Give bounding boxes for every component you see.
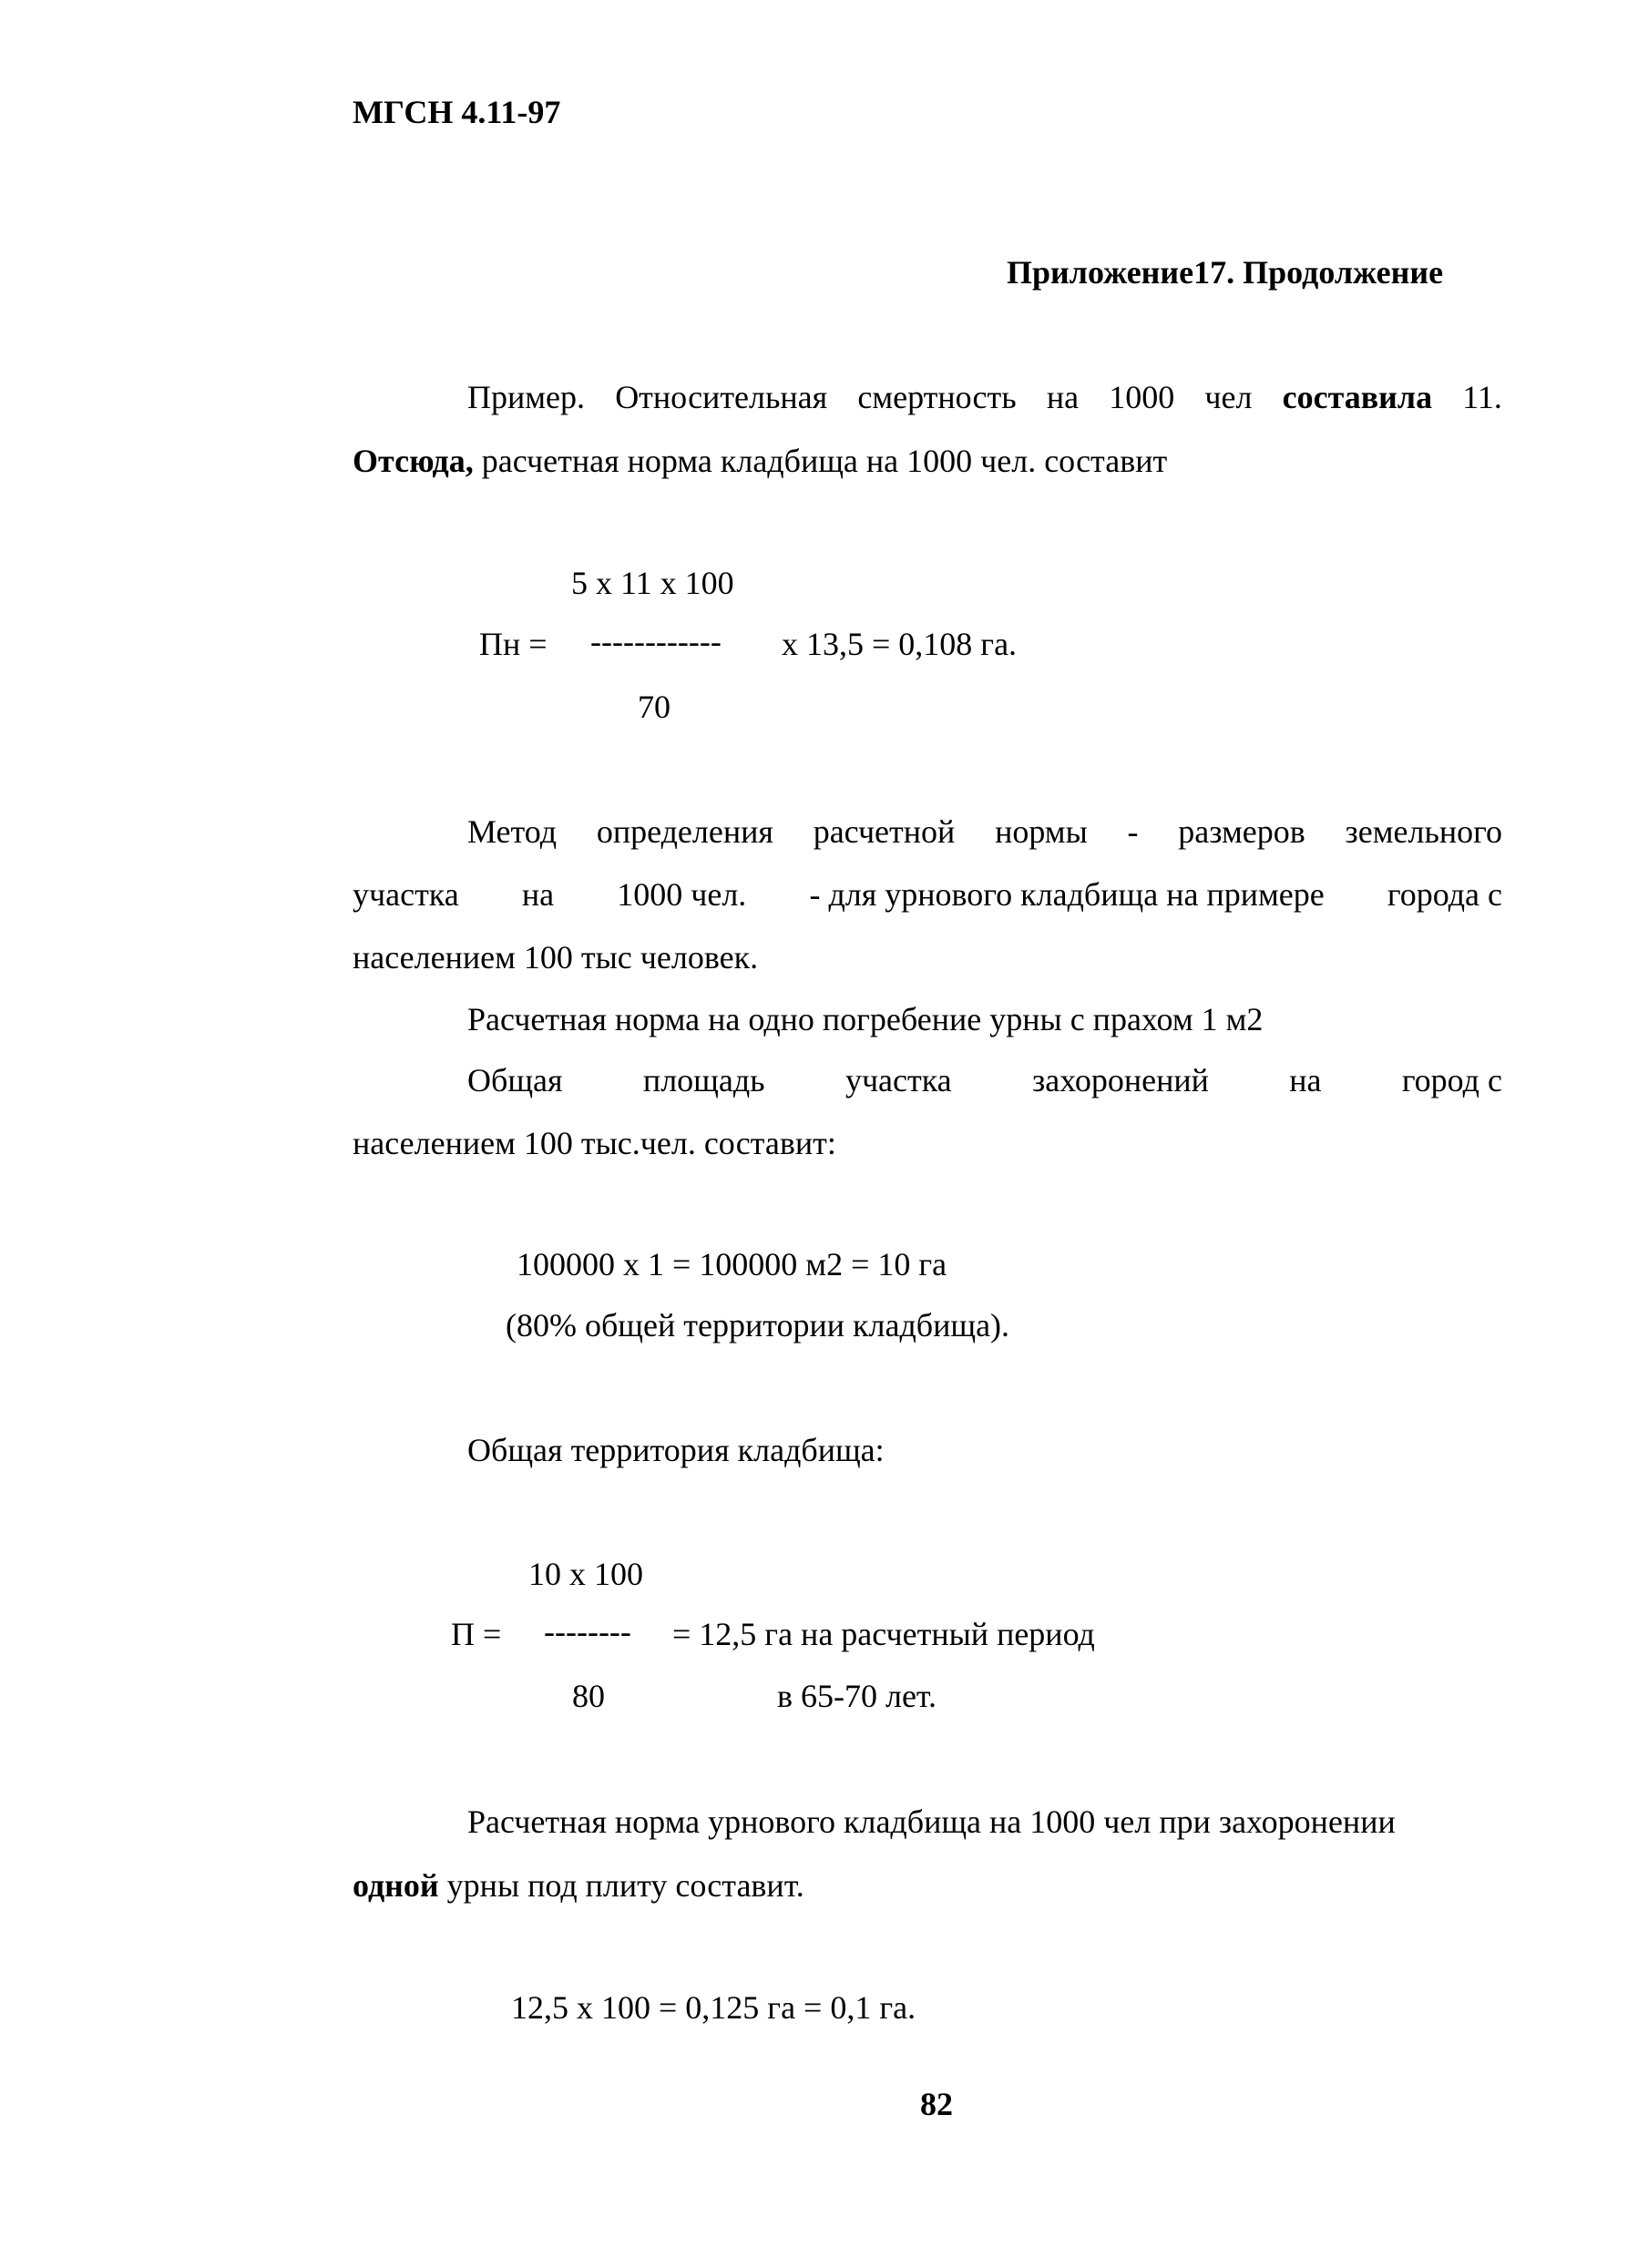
- territory-heading: Общая территория кладбища:: [467, 1432, 885, 1468]
- word: Общая: [467, 1062, 563, 1098]
- word: чел: [1204, 379, 1253, 415]
- word: составила: [1282, 379, 1433, 415]
- method-line-2: [353, 878, 1502, 911]
- text: урны под плиту составит.: [446, 1867, 804, 1904]
- formula-1-rhs: x 13,5 = 0,108 га.: [782, 626, 1018, 662]
- urn-norm-calculation: 12,5 x 100 = 0,125 га = 0,1 га.: [511, 1989, 916, 2026]
- word: нормы: [995, 813, 1088, 850]
- word: 1000 чел.: [617, 876, 747, 913]
- formula-1-bar: ------------: [590, 623, 722, 659]
- word: город с: [1401, 1062, 1502, 1098]
- word: земельного: [1345, 813, 1502, 850]
- word: участка: [353, 876, 459, 913]
- document-code: МГСН 4.11-97: [353, 94, 561, 130]
- word: 1000: [1109, 379, 1175, 415]
- word: на: [1289, 1062, 1322, 1098]
- word: Относительная: [615, 379, 828, 415]
- word: размеров: [1178, 813, 1305, 850]
- word: -: [1127, 813, 1139, 850]
- formula-2-numerator: 10 x 100: [528, 1556, 643, 1592]
- formula-2-rhs: = 12,5 га на расчетный период: [672, 1616, 1095, 1652]
- page-number: 82: [920, 2086, 953, 2122]
- example-line-1: [467, 381, 1502, 414]
- urn-norm-line-1: Расчетная норма урнового кладбища на 1000 чел при захоронении: [467, 1803, 1396, 1840]
- formula-2-period: в 65-70 лет.: [777, 1678, 937, 1714]
- word: смертность: [857, 379, 1017, 415]
- formula-2-denominator: 80: [572, 1678, 605, 1714]
- word: на: [1046, 379, 1080, 415]
- formula-1-denominator: 70: [638, 689, 670, 725]
- text: расчетная норма кладбища на 1000 чел. составит: [481, 443, 1168, 479]
- bold-word: Отсюда,: [353, 443, 474, 479]
- word: Пример.: [467, 379, 586, 415]
- total-area-line-2: населением 100 тыс.чел. составит:: [353, 1125, 836, 1161]
- word: Метод: [467, 813, 558, 850]
- word: участка: [844, 1062, 952, 1098]
- word: 11.: [1462, 379, 1502, 415]
- area-calculation: 100000 x 1 = 100000 м2 = 10 га: [517, 1246, 947, 1282]
- method-line-1: [467, 815, 1502, 848]
- formula-2-lhs: П =: [451, 1616, 502, 1652]
- formula-2-bar: --------: [544, 1613, 631, 1650]
- word: захоронений: [1032, 1062, 1209, 1098]
- word: площадь: [642, 1062, 765, 1098]
- word: города с: [1387, 876, 1502, 913]
- bold-word: одной: [353, 1867, 439, 1904]
- urn-norm-line-2: [353, 1869, 804, 1902]
- word: расчетной: [813, 813, 956, 850]
- formula-1-lhs: Пн =: [479, 626, 548, 662]
- norm-line: Расчетная норма на одно погребение урны с прахом 1 м2: [467, 1001, 1264, 1037]
- method-line-3: населением 100 тыс человек.: [353, 939, 759, 976]
- word: на: [521, 876, 555, 913]
- appendix-title: Приложение17. Продолжение: [1007, 254, 1444, 291]
- area-calculation-note: (80% общей территории кладбища).: [506, 1307, 1010, 1343]
- word: определения: [596, 813, 773, 850]
- total-area-line-1: [467, 1064, 1502, 1097]
- formula-1-numerator: 5 x 11 x 100: [571, 565, 734, 601]
- word: - для урнового кладбища на примере: [809, 876, 1325, 913]
- example-line-2: [353, 444, 1167, 477]
